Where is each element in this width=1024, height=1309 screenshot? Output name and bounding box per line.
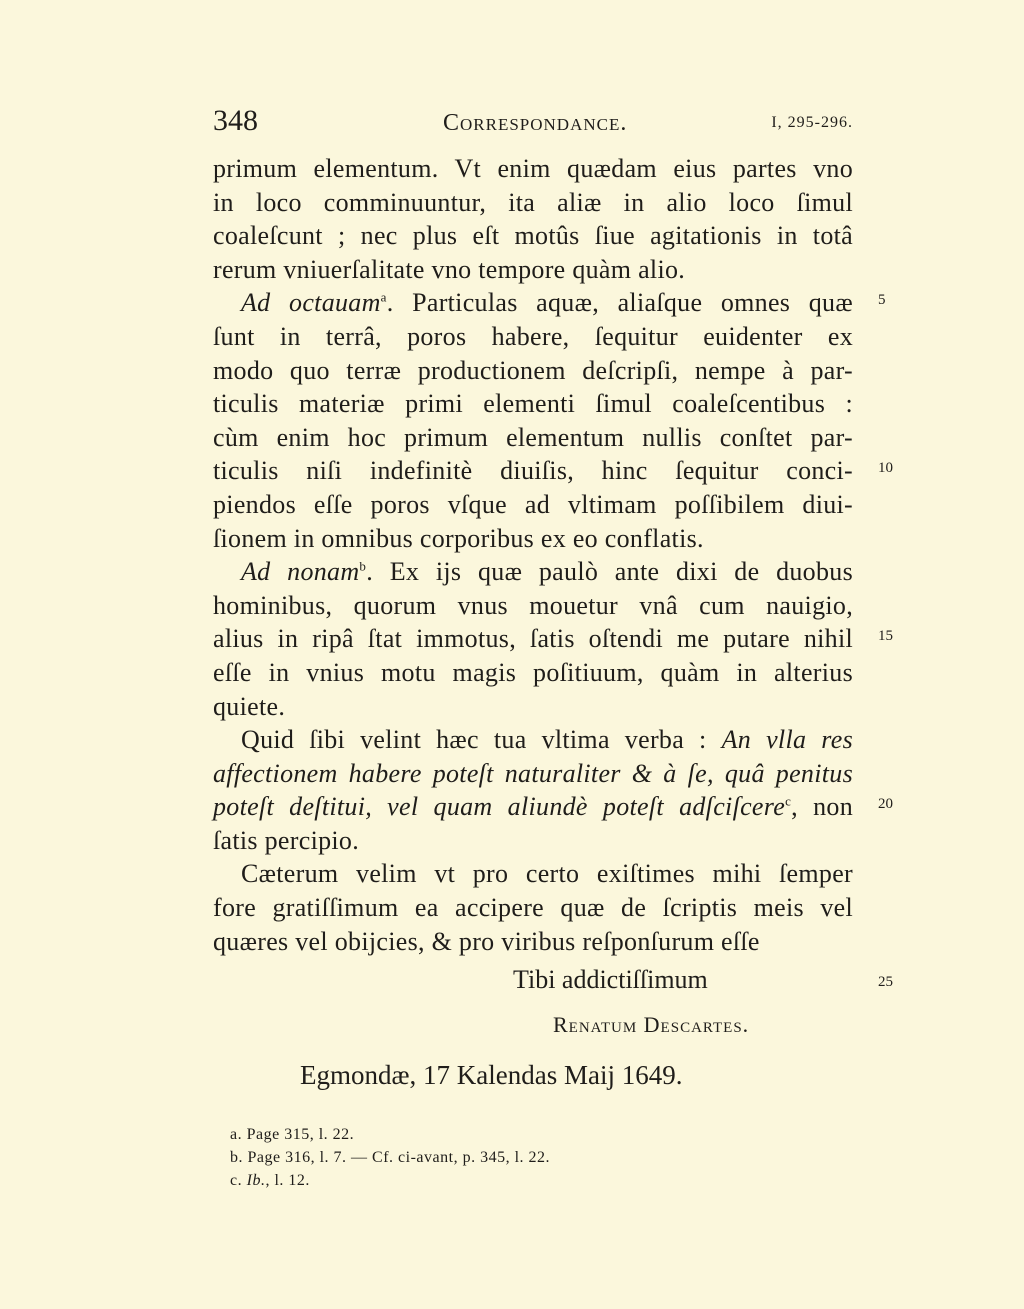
- footnote-text: Page 315, l. 22.: [246, 1126, 355, 1143]
- text-line: coaleſcunt ; nec plus eſt motûs ſiue agitationis in totâ: [213, 221, 853, 251]
- text-line: eſſe in vnius motu magis poſitiuum, quàm in alterius: [213, 657, 853, 687]
- text-line: ticulis niſi indefinitè diuiſis, hinc ſequitur conci-: [213, 456, 853, 486]
- footnote-label: c.: [230, 1172, 243, 1189]
- text-line: ſunt in terrâ, poros habere, ſequitur euidenter ex: [213, 321, 853, 351]
- page-header: [213, 104, 853, 140]
- running-title: Correspondance.: [443, 110, 628, 136]
- text-line: ſatis percipio.: [213, 825, 360, 855]
- text-line: [213, 790, 853, 824]
- footnote: [230, 1146, 550, 1169]
- text-line: piendos eſſe poros vſque ad vltimam poſſibilem diui-: [213, 489, 853, 519]
- text-line: Cæterum velim vt pro certo exiſtimes mihi ſemper: [241, 859, 853, 889]
- text-line: in loco comminuuntur, ita aliæ in alio loco ſimul: [213, 187, 853, 217]
- page-number: 348: [213, 104, 258, 137]
- text-line: quiete.: [213, 691, 286, 721]
- text-line: alius in ripâ ſtat immotus, ſatis oſtendi me putare nihil: [213, 624, 853, 654]
- text-line-content: , non: [791, 792, 853, 822]
- line-number: 25: [878, 974, 893, 990]
- text-line: [213, 723, 853, 757]
- line-number: 20: [878, 796, 893, 812]
- footnote-text: , l. 12.: [265, 1172, 310, 1189]
- footnote-text: Page 316, l. 7. — Cf. ci-avant, p. 345, l. 22.: [247, 1149, 551, 1166]
- footnote-label: a.: [230, 1126, 243, 1143]
- section-heading-octauam: Ad octauam: [241, 288, 381, 318]
- text-line-content: Particulas aquæ, aliaſque omnes quæ: [412, 288, 853, 318]
- line-number: 5: [878, 292, 886, 308]
- footnote: [230, 1169, 550, 1192]
- text-line: ticulis materiæ primi elementi ſimul coaleſcentibus :: [213, 389, 853, 419]
- footnotes: [230, 1123, 550, 1192]
- section-heading-nonam: Ad nonam: [241, 557, 360, 587]
- footnote-ibid: Ib.: [246, 1172, 266, 1189]
- text-line: cùm enim hoc primum elementum nullis conſtet par-: [213, 422, 853, 452]
- text-line: modo quo terræ productionem deſcripſi, nempe à par-: [213, 355, 853, 385]
- text-line: hominibus, quorum vnus mouetur vnâ cum nauigio,: [213, 590, 853, 620]
- text-line: primum elementum. Vt enim quædam eius partes vno: [213, 154, 853, 183]
- footnote-mark: a: [380, 289, 387, 305]
- line-number: 15: [878, 628, 893, 644]
- footnote-label: b.: [230, 1149, 243, 1166]
- quoted-text: An vlla res: [721, 725, 853, 755]
- text-line-quote: affectionem habere poteſt naturaliter & à ſe, quâ penitus: [213, 758, 853, 788]
- letter-body: [213, 152, 853, 958]
- line-number: 10: [878, 460, 893, 476]
- signature: Renatum Descartes.: [553, 1012, 750, 1037]
- quoted-text: poteſt deſtitui, vel quam aliundè poteſt adſciſcere: [213, 792, 786, 822]
- text-line: fore gratiſſimum ea accipere quæ de ſcriptis meis vel: [213, 893, 853, 923]
- volume-reference: I, 295-296.: [771, 114, 853, 131]
- place-and-date: Egmondæ, 17 Kalendas Maij 1649.: [300, 1060, 683, 1090]
- text-line: quæres vel obijcies, & pro viribus reſponſurum eſſe: [213, 926, 760, 956]
- footnote-mark: b: [359, 558, 367, 574]
- closing-formula: Tibi addictiſſimum: [513, 965, 708, 994]
- footnote-mark: c: [785, 793, 792, 809]
- text-line: rerum vniuerſalitate vno tempore quàm alio.: [213, 254, 686, 284]
- text-line-content: Ex ijs quæ paulò ante dixi de duobus: [389, 557, 853, 587]
- text-line: Ad nonam$^b$. Ex ijs quæ paulò ante dixi de duobus: [241, 557, 853, 587]
- text-line-content: Quid ſibi velint hæc tua vltima verba :: [241, 725, 707, 755]
- text-line: Ad octauam$^a$. Particulas aquæ, aliaſque omnes quæ: [241, 288, 853, 318]
- footnote: [230, 1123, 550, 1146]
- text-line: ſionem in omnibus corporibus ex eo conflatis.: [213, 523, 704, 553]
